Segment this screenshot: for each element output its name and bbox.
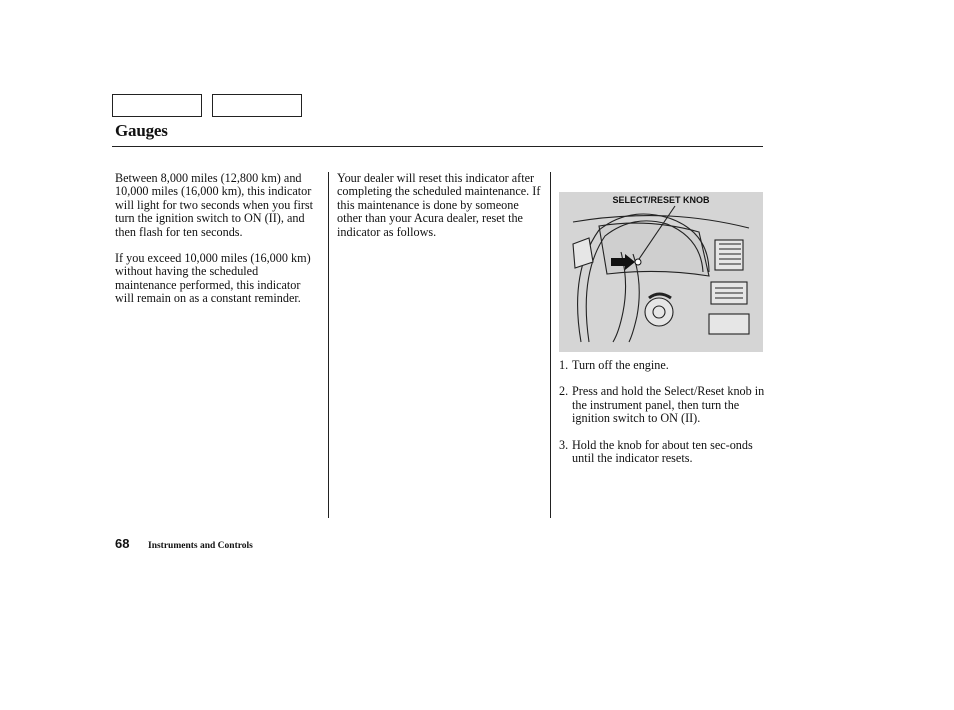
instruction-steps (559, 359, 769, 478)
page-title: Gauges (115, 121, 168, 140)
list-item (559, 385, 769, 425)
step-text: Hold the knob for about ten sec-onds until the indicator resets. (572, 437, 753, 466)
paragraph: Your dealer will reset this indicator after completing the scheduled maintenance. If this maintenance is done by someone other than your Acura dealer, reset the indicator as follows. (337, 171, 541, 239)
step-text: Turn off the engine. (572, 358, 669, 372)
page-number: 68 (115, 536, 130, 551)
step-number: 3. (559, 437, 569, 452)
figure-label: SELECT/RESET KNOB (612, 195, 710, 205)
step-number: 2. (559, 384, 569, 399)
dashboard-drawing (559, 192, 763, 352)
nav-tab-1[interactable] (112, 94, 202, 117)
column-divider (550, 172, 551, 518)
text-column-2 (337, 172, 543, 252)
list-item (559, 439, 769, 466)
text-column-1 (115, 172, 321, 319)
section-title: Instruments and Controls (148, 541, 253, 551)
nav-tab-2[interactable] (212, 94, 302, 117)
paragraph: Between 8,000 miles (12,800 km) and 10,000 miles (16,000 km), this indicator will light for two seconds when you first turn the ignition switch to ON (II), and then flash for ten seconds. (115, 171, 314, 239)
list-item (559, 359, 769, 372)
column-divider (328, 172, 329, 518)
paragraph: If you exceed 10,000 miles (16,000 km) without having the scheduled maintenance performed, this indicator will remain on as a constant reminder. (115, 251, 311, 306)
select-reset-knob-illustration (559, 192, 763, 352)
header-rule (112, 146, 763, 147)
step-number: 1. (559, 358, 569, 372)
step-text: Press and hold the Select/Reset knob in the instrument panel, then turn the ignition switch to ON (II). (572, 384, 765, 426)
